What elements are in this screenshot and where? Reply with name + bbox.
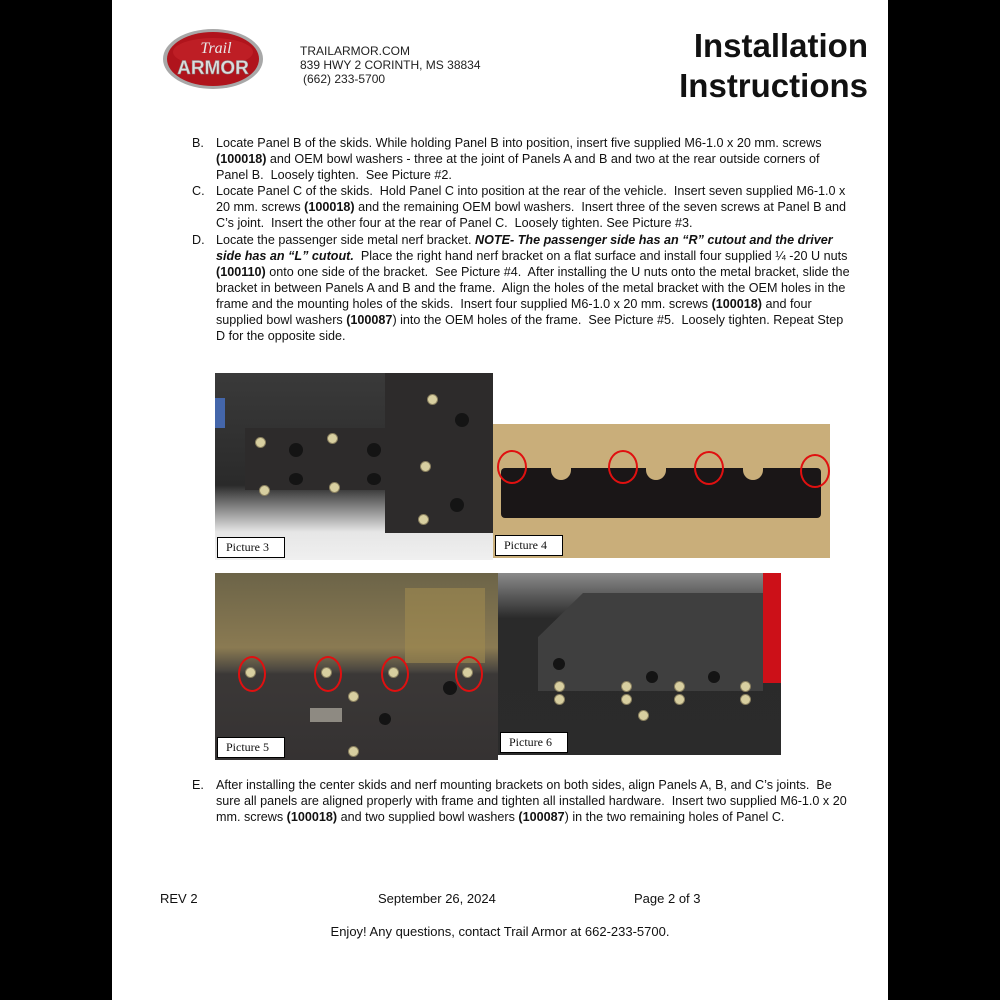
company-contact: [300, 44, 481, 86]
picture-3-caption: Picture 3: [217, 537, 285, 558]
instruction-steps: [192, 135, 852, 344]
document-date: September 26, 2024: [378, 891, 496, 906]
step-c-text: Locate Panel C of the skids. Hold Panel C into position at the rear of the vehicle. Insert seven supplied M6-1.0 x 20 mm. screws (100018) and the remaining OEM bowl washers. Insert three of the seven screws at Panel B and C’s joint. Insert the other four at the rear of Panel C. Loosely tighten. See Picture #3.: [216, 184, 847, 231]
picture-4-caption: Picture 4: [495, 535, 563, 556]
step-d-text: Place the right hand nerf bracket on a flat surface and install four supplied ¼ -20 U nuts (100110) onto one side of the bracket. See Picture #4. After installing the U nuts onto the metal bracket, slide the bracket in between Panels A and B and the frame. Align the holes of the metal bracket with the OEM holes in the frame and the mounting holes of the skids. Insert four supplied M6-1.0 x 20 mm. screws (100018) and four supplied bowl washers (100087) into the OEM holes of the frame. See Picture #5. Loosely tighten. Repeat Step D for the opposite side.: [216, 248, 850, 344]
contact-footer: Enjoy! Any questions, contact Trail Armor at 662-233-5700.: [330, 924, 670, 939]
step-d: D. Locate the passenger side metal nerf bracket. NOTE- The passenger side has an “R” cutout and the driver side has an “L” cutout. Place the right hand nerf bracket on a flat surface and install four supplied ¼ -20 U nuts (100110) onto one side of the bracket. See Picture #4. After installing the U nuts onto the metal bracket, slide the bracket in between Panels A and B and the frame. Align the holes of the metal bracket with the OEM holes in the frame and the mounting holes of the skids. Insert four supplied M6-1.0 x 20 mm. screws (100018) and four supplied bowl washers (100087) into the OEM holes of the frame. See Picture #5. Loosely tighten. Repeat Step D for the opposite side.: [192, 232, 850, 344]
u-nut-highlight: [800, 454, 830, 488]
picture-4: [493, 424, 830, 558]
svg-text:ARMOR: ARMOR: [177, 58, 249, 79]
page-number: Page 2 of 3: [634, 891, 701, 906]
svg-text:Trail: Trail: [200, 40, 232, 57]
instruction-steps-continued: [192, 777, 852, 825]
step-d-note: NOTE- The passenger side has an “R” cutout and the driver side has an “L” cutout.: [216, 232, 833, 263]
trail-armor-logo: [162, 28, 264, 90]
company-address: 839 HWY 2 CORINTH, MS 38834: [300, 58, 481, 72]
company-phone: (662) 233-5700: [303, 72, 386, 86]
picture-5: [215, 573, 498, 760]
revision-label: REV 2: [160, 891, 198, 906]
step-e-text: After installing the center skids and nerf mounting brackets on both sides, align Panels A, B, and C’s joints. Be sure all panels are aligned properly with frame and tighten all installed hardware. Insert two supplied M6-1.0 x 20 mm. screws (100018) and two supplied bowl washers (100087) in the two remaining holes of Panel C.: [216, 778, 847, 825]
picture-5-caption: Picture 5: [217, 737, 285, 758]
u-nut-highlight: [608, 450, 638, 484]
step-b-text: Locate Panel B of the skids. While holding Panel B into position, insert five supplied M6-1.0 x 20 mm. screws (100018) and OEM bowl washers - three at the joint of Panels A and B and two at the rear outside corners of Panel B. Loosely tighten. See Picture #2.: [216, 136, 822, 183]
u-nut-highlight: [694, 451, 724, 485]
step-e: E. After installing the center skids and nerf mounting brackets on both sides, align Panels A, B, and C’s joints. Be sure all panels are aligned properly with frame and tighten all installed hardware. Insert two supplied M6-1.0 x 20 mm. screws (100018) and two supplied bowl washers (100087) in the two remaining holes of Panel C.: [192, 778, 847, 825]
picture-3: [215, 373, 493, 560]
document-page: [112, 0, 888, 1000]
u-nut-highlight: [497, 450, 527, 484]
company-website: TRAILARMOR.COM: [300, 44, 411, 58]
picture-6-caption: Picture 6: [500, 732, 568, 753]
step-c: C. Locate Panel C of the skids. Hold Panel C into position at the rear of the vehicle. Insert seven supplied M6-1.0 x 20 mm. screws (100018) and the remaining OEM bowl washers. Insert three of the seven screws at Panel B and C’s joint. Insert the other four at the rear of Panel C. Loosely tighten. See Picture #3.: [192, 184, 847, 231]
step-b: B. Locate Panel B of the skids. While holding Panel B into position, insert five supplied M6-1.0 x 20 mm. screws (100018) and OEM bowl washers - three at the joint of Panels A and B and two at the rear outside corners of Panel B. Loosely tighten. See Picture #2.: [192, 136, 822, 183]
page-title: Installation Instructions: [679, 27, 868, 104]
picture-6: [498, 573, 781, 755]
